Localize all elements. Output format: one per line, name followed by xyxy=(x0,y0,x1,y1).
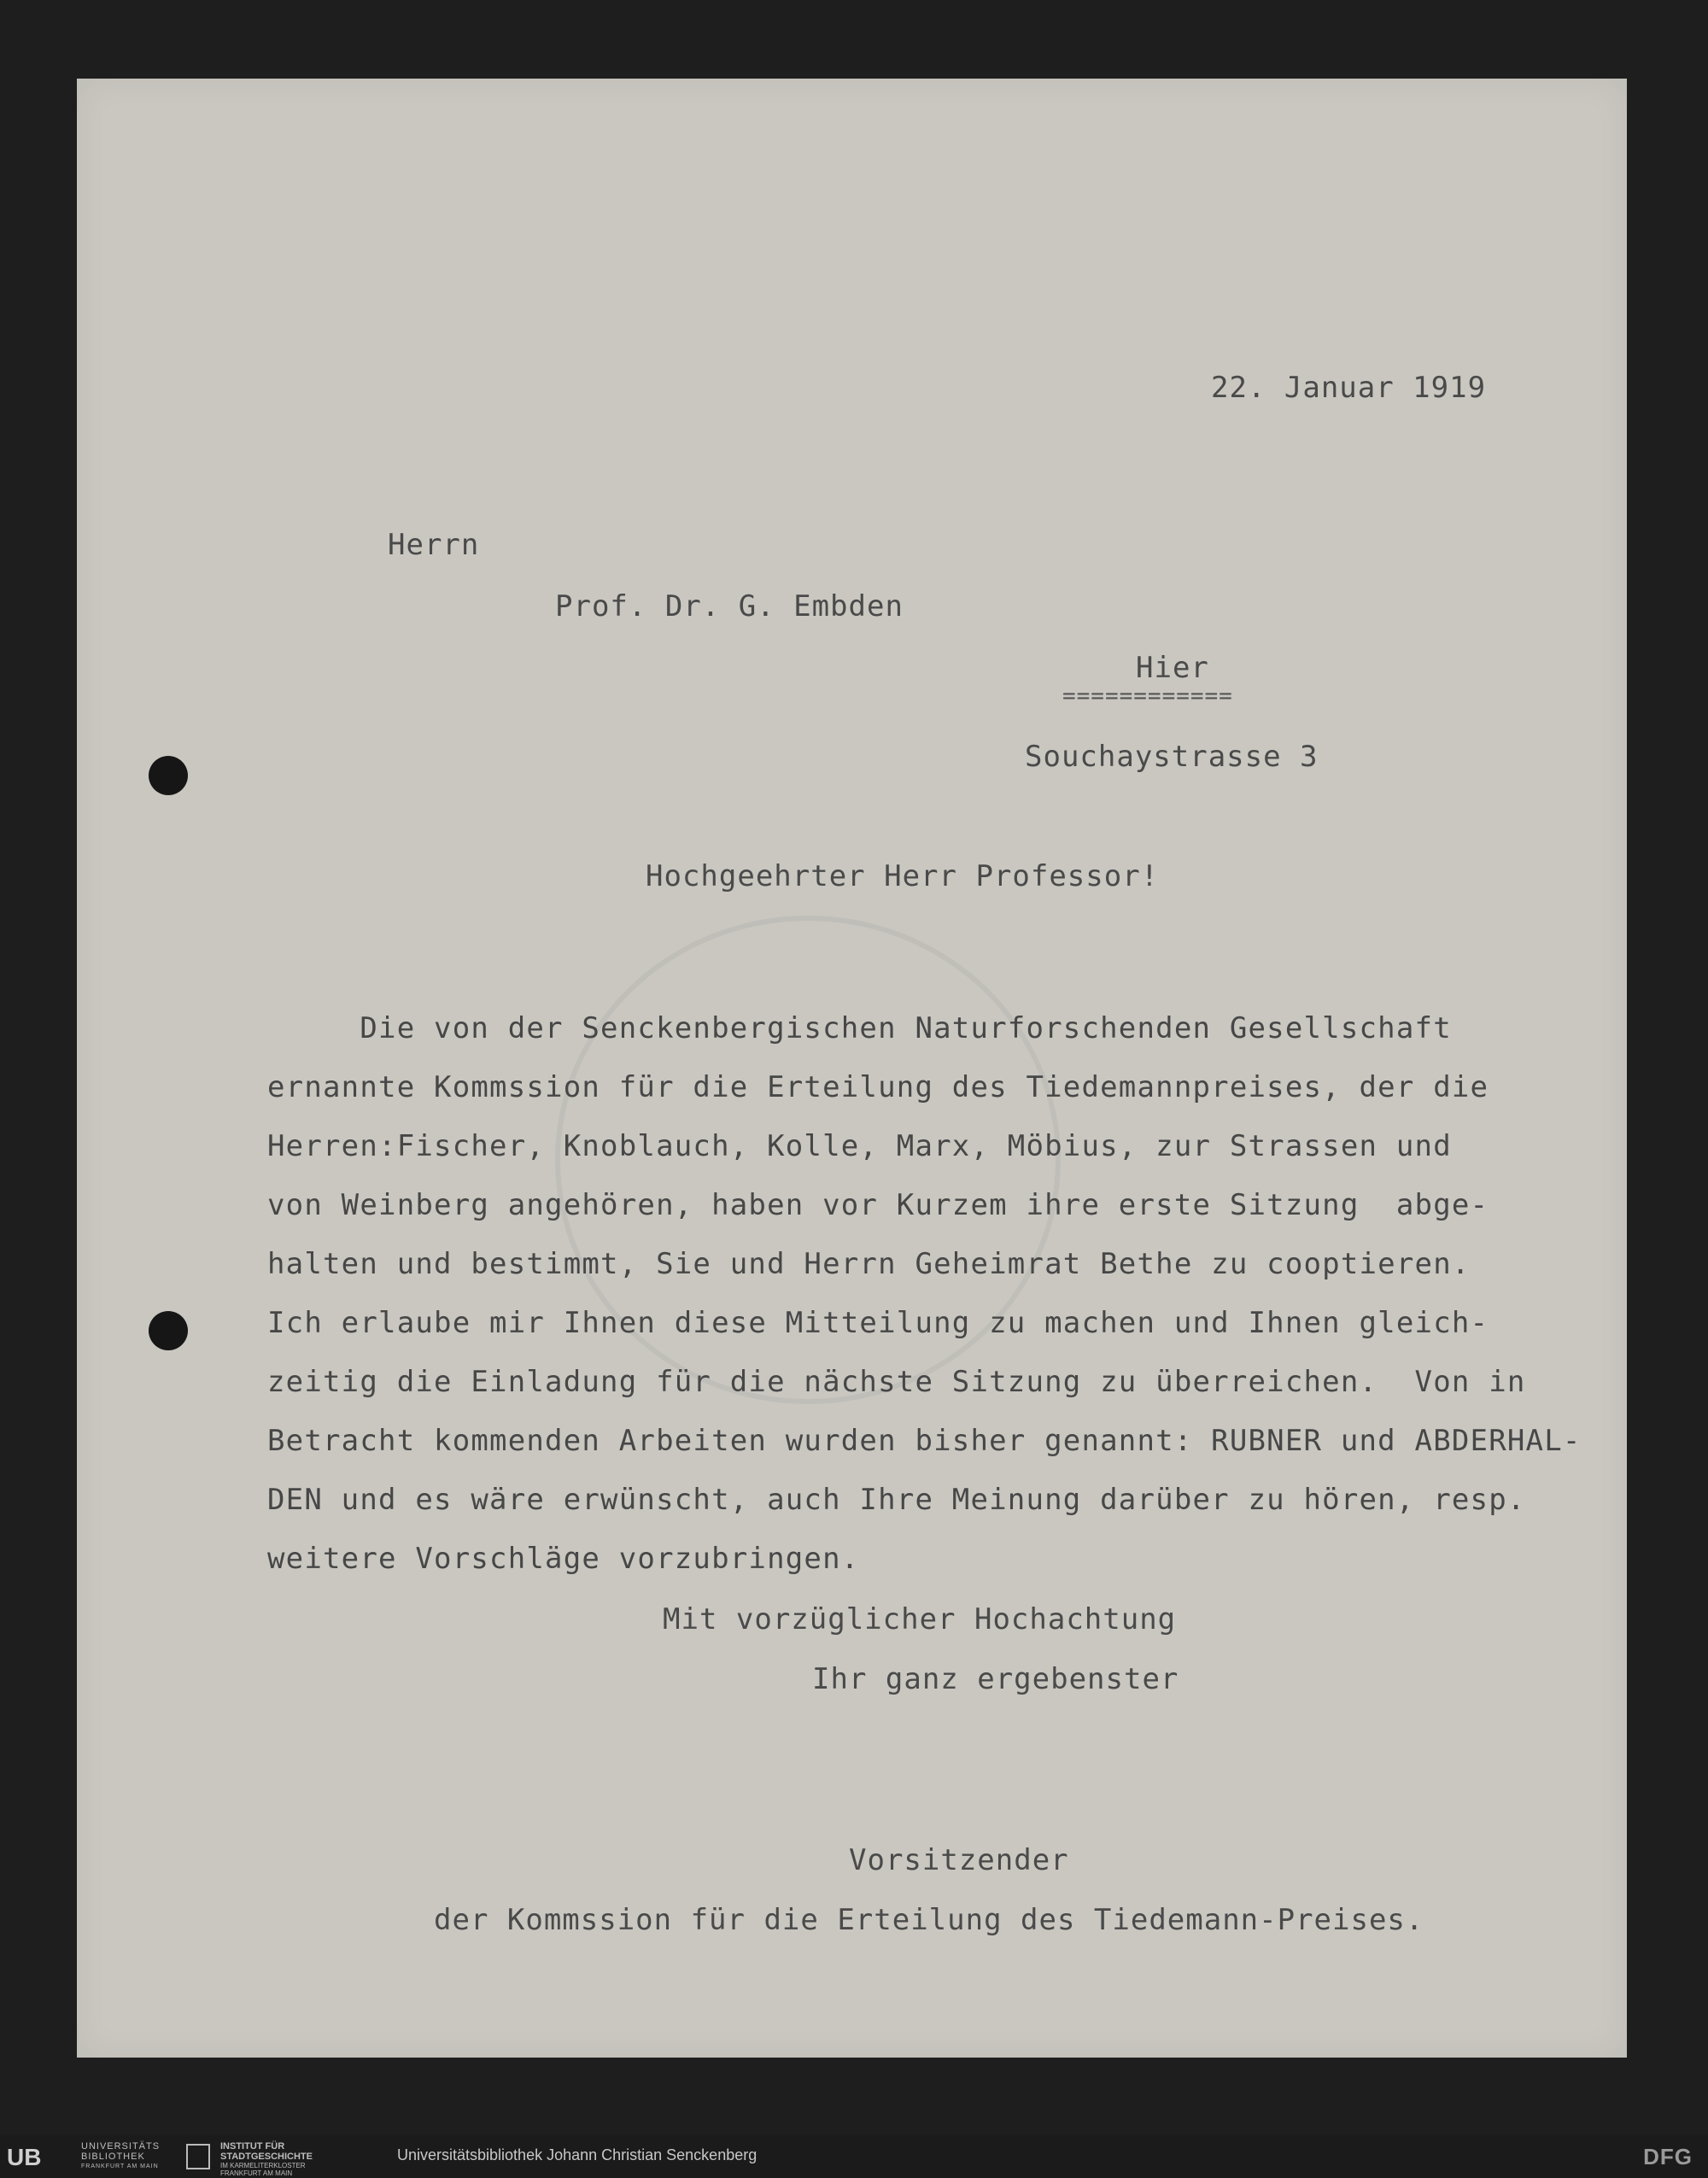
isg-logo-icon xyxy=(186,2144,210,2169)
salutation-prefix: Herrn xyxy=(388,528,480,562)
letter-date: 22. Januar 1919 xyxy=(1211,371,1487,405)
body-line: Betracht kommenden Arbeiten wurden bisher genannt: RUBNER und ABDERHAL- xyxy=(267,1424,1582,1458)
body-line: halten und bestimmt, Sie und Herrn Geheimrat Bethe zu cooptieren. xyxy=(267,1247,1471,1281)
recipient-name: Prof. Dr. G. Embden xyxy=(555,589,904,624)
isg-label xyxy=(220,2141,313,2177)
isg-label-line: IM KARMELITERKLOSTER xyxy=(220,2162,306,2169)
ub-logo: UB xyxy=(7,2144,42,2170)
footer-bar xyxy=(0,2135,1708,2178)
location-underline: ============ xyxy=(1062,683,1233,709)
body-line: zeitig die Einladung für die nächste Sitzung zu überreichen. Von in xyxy=(267,1365,1526,1399)
body-line: von Weinberg angehören, haben vor Kurzem ihre erste Sitzung abge- xyxy=(267,1188,1489,1222)
body-line: Herren:Fischer, Knoblauch, Kolle, Marx, Möbius, zur Strassen und xyxy=(267,1129,1452,1163)
ub-label-line: FRANKFURT AM MAIN xyxy=(81,2163,159,2169)
body-line: weitere Vorschläge vorzubringen. xyxy=(267,1542,860,1576)
isg-label-line: FRANKFURT AM MAIN xyxy=(220,2169,293,2177)
isg-label-line: STADTGESCHICHTE xyxy=(220,2152,313,2162)
letter-greeting: Hochgeehrter Herr Professor! xyxy=(646,859,1160,893)
body-line: Die von der Senckenbergischen Naturforschenden Gesellschaft xyxy=(267,1011,1452,1045)
dfg-logo: DFG xyxy=(1643,2144,1693,2169)
recipient-location: Hier xyxy=(1136,651,1209,685)
punch-hole-top xyxy=(149,756,188,795)
signature-organization: der Kommssion für die Erteilung des Tiedemann-Preises. xyxy=(434,1903,1424,1937)
library-name: Universitätsbibliothek Johann Christian Senckenberg xyxy=(397,2146,757,2163)
body-line: Ich erlaube mir Ihnen diese Mitteilung zu machen und Ihnen gleich- xyxy=(267,1306,1489,1340)
punch-hole-bottom xyxy=(149,1311,188,1350)
body-line: ernannte Kommssion für die Erteilung des Tiedemannpreises, der die xyxy=(267,1070,1489,1104)
closing-line-2: Ihr ganz ergebenster xyxy=(812,1662,1179,1696)
recipient-street: Souchaystrasse 3 xyxy=(1025,740,1319,774)
closing-line-1: Mit vorzüglicher Hochachtung xyxy=(663,1602,1177,1636)
signature-title: Vorsitzender xyxy=(849,1843,1069,1877)
isg-label-line: INSTITUT FÜR xyxy=(220,2141,285,2152)
ub-label xyxy=(81,2141,160,2172)
ub-label-line: BIBLIOTHEK xyxy=(81,2152,145,2162)
ub-label-line: UNIVERSITÄTS xyxy=(81,2141,161,2152)
body-line: DEN und es wäre erwünscht, auch Ihre Meinung darüber zu hören, resp. xyxy=(267,1483,1526,1517)
